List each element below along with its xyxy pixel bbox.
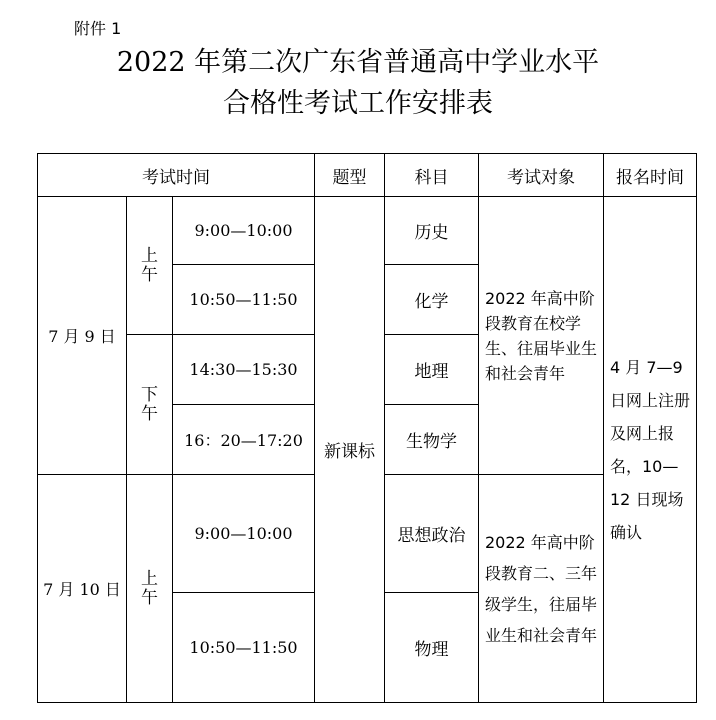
header-row — [38, 154, 697, 197]
time-slot: 9:00—10:00 — [173, 475, 315, 593]
date-cell-day2: 7 月 10 日 — [38, 475, 127, 703]
period-morning-day2: 上 午 — [127, 475, 173, 703]
header-subject: 科目 — [385, 154, 479, 197]
document-title-line-1: 2022 年第二次广东省普通高中学业水平 — [116, 47, 600, 78]
header-exam-time: 考试时间 — [38, 154, 315, 197]
attachment-label: 附件 1 — [74, 19, 122, 38]
header-registration-time: 报名时间 — [604, 154, 697, 197]
subject-cell: 化学 — [385, 265, 479, 335]
time-slot: 14:30—15:30 — [173, 335, 315, 405]
subject-cell: 物理 — [385, 593, 479, 703]
time-slot: 10:50—11:50 — [173, 265, 315, 335]
header-exam-target: 考试对象 — [479, 154, 604, 197]
table-row — [38, 197, 697, 265]
time-slot: 10:50—11:50 — [173, 593, 315, 703]
time-slot: 16：20—17:20 — [173, 405, 315, 475]
document-title-line-2: 合格性考试工作安排表 — [223, 88, 493, 119]
subject-cell: 生物学 — [385, 405, 479, 475]
header-question-type: 题型 — [315, 154, 385, 197]
subject-cell: 历史 — [385, 197, 479, 265]
subject-cell: 地理 — [385, 335, 479, 405]
date-cell-day1: 7 月 9 日 — [38, 197, 127, 475]
subject-cell: 思想政治 — [385, 475, 479, 593]
registration-time-cell: 4 月 7—9 日网上注册及网上报名，10—12 日现场确认 — [604, 197, 697, 703]
period-morning-day1: 上 午 — [127, 197, 173, 335]
period-afternoon-day1: 下 午 — [127, 335, 173, 475]
time-slot: 9:00—10:00 — [173, 197, 315, 265]
exam-schedule-table — [37, 153, 697, 703]
exam-target-day1: 2022 年高中阶段教育在校学生、往届毕业生和社会青年 — [479, 197, 604, 475]
exam-target-day2: 2022 年高中阶段教育二、三年级学生，往届毕业生和社会青年 — [479, 475, 604, 703]
question-type-cell: 新课标 — [315, 197, 385, 703]
